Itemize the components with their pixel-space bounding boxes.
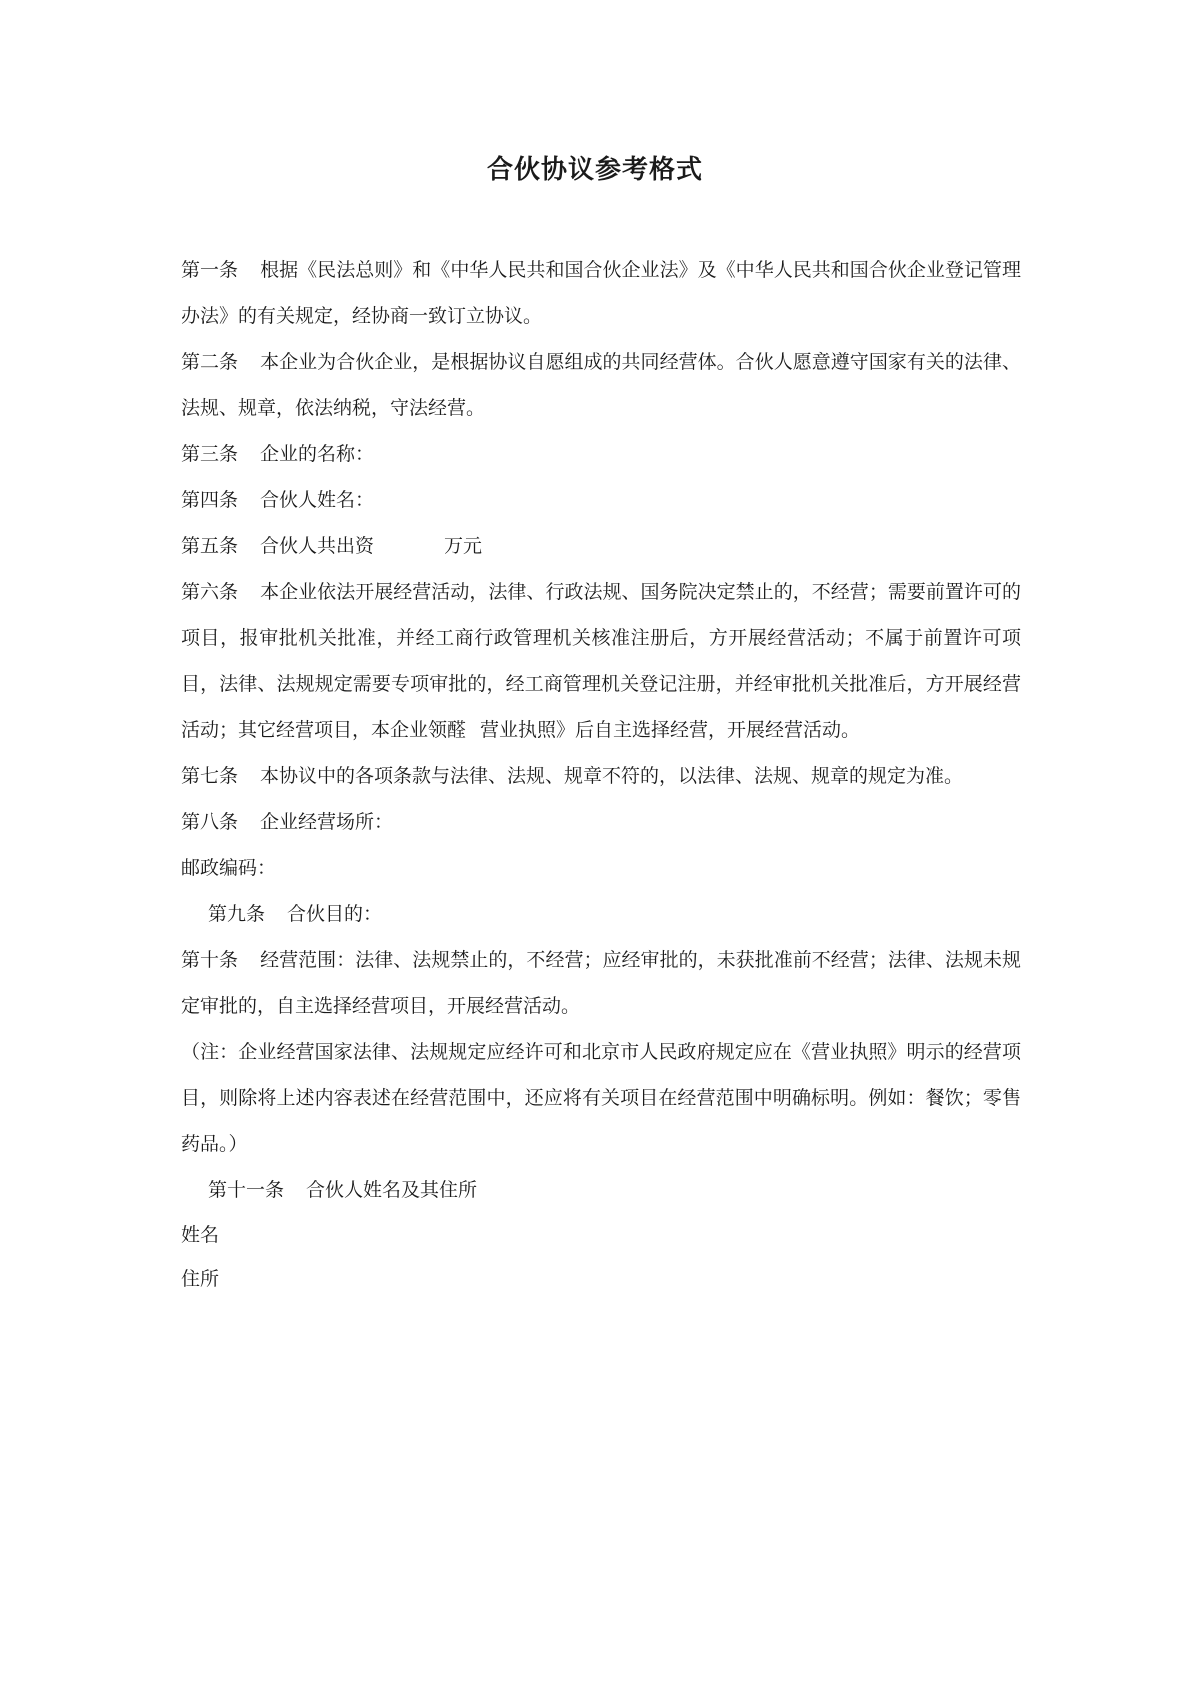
article-2-label: 第二条	[181, 351, 239, 373]
article-7	[181, 753, 1021, 799]
article-9	[181, 891, 1021, 937]
article-7-text: 本协议中的各项条款与法律、法规、规章不符的，以法律、法规、规章的规定为准。	[260, 765, 964, 787]
article-6	[181, 569, 1021, 753]
name-label: 姓名	[181, 1224, 220, 1246]
article-5-label: 第五条	[181, 535, 239, 557]
article-6-text: 本企业依法开展经营活动，法律、行政法规、国务院决定禁止的，不经营；需要前置许可的项目，报审批机关批准，并经工商行政管理机关核准注册后，方开展经营活动；不属于前置许可项目，法律、法规规定需要专项审批的，经工商管理机关登记注册，并经审批机关批准后，方开展经营活动；其它经营项目，本企业领醛	[181, 581, 1021, 741]
article-11	[181, 1167, 1021, 1213]
article-8	[181, 799, 1021, 845]
note-paragraph: （注：企业经营国家法律、法规规定应经许可和北京市人民政府规定应在《营业执照》明示的经营项目，则除将上述内容表述在经营范围中，还应将有关项目在经营范围中明确标明。例如：餐饮；零售药品。）	[181, 1041, 1021, 1155]
document-body	[181, 247, 1021, 1301]
article-6-text-tail: 营业执照》后自主选择经营，开展经营活动。	[480, 719, 861, 741]
article-4-text: 合伙人姓名：	[260, 489, 375, 511]
article-8-label: 第八条	[181, 811, 239, 833]
postcode-line: 邮政编码：	[181, 857, 277, 879]
article-11-text: 合伙人姓名及其住所	[306, 1179, 478, 1201]
address-label: 住所	[181, 1268, 220, 1290]
article-5	[181, 523, 1021, 569]
article-11-label: 第十一条	[208, 1179, 285, 1201]
article-2-text: 本企业为合伙企业，是根据协议自愿组成的共同经营体。合伙人愿意遵守国家有关的法律、法规、规章，依法纳税，守法经营。	[181, 351, 1021, 419]
article-2	[181, 339, 1021, 431]
article-1-text: 根据《民法总则》和《中华人民共和国合伙企业法》及《中华人民共和国合伙企业登记管理办法》的有关规定，经协商一致订立协议。	[181, 259, 1021, 327]
article-10-label: 第十条	[181, 949, 239, 971]
article-3	[181, 431, 1021, 477]
article-10-text: 经营范围：法律、法规禁止的，不经营；应经审批的，未获批准前不经营；法律、法规未规定审批的，自主选择经营项目，开展经营活动。	[181, 949, 1021, 1017]
article-3-text: 企业的名称：	[260, 443, 375, 465]
document-title: 合伙协议参考格式	[486, 155, 703, 185]
article-9-label: 第九条	[208, 903, 266, 925]
article-1-label: 第一条	[181, 259, 239, 281]
article-4	[181, 477, 1021, 523]
article-5-unit: 万元	[444, 535, 483, 557]
article-4-label: 第四条	[181, 489, 239, 511]
article-3-label: 第三条	[181, 443, 239, 465]
article-9-text: 合伙目的：	[287, 903, 383, 925]
article-7-label: 第七条	[181, 765, 239, 787]
article-1	[181, 247, 1021, 339]
article-10	[181, 937, 1021, 1029]
article-6-label: 第六条	[181, 581, 239, 603]
article-8-text: 企业经营场所：	[260, 811, 394, 833]
article-5-text: 合伙人共出资	[260, 535, 375, 557]
